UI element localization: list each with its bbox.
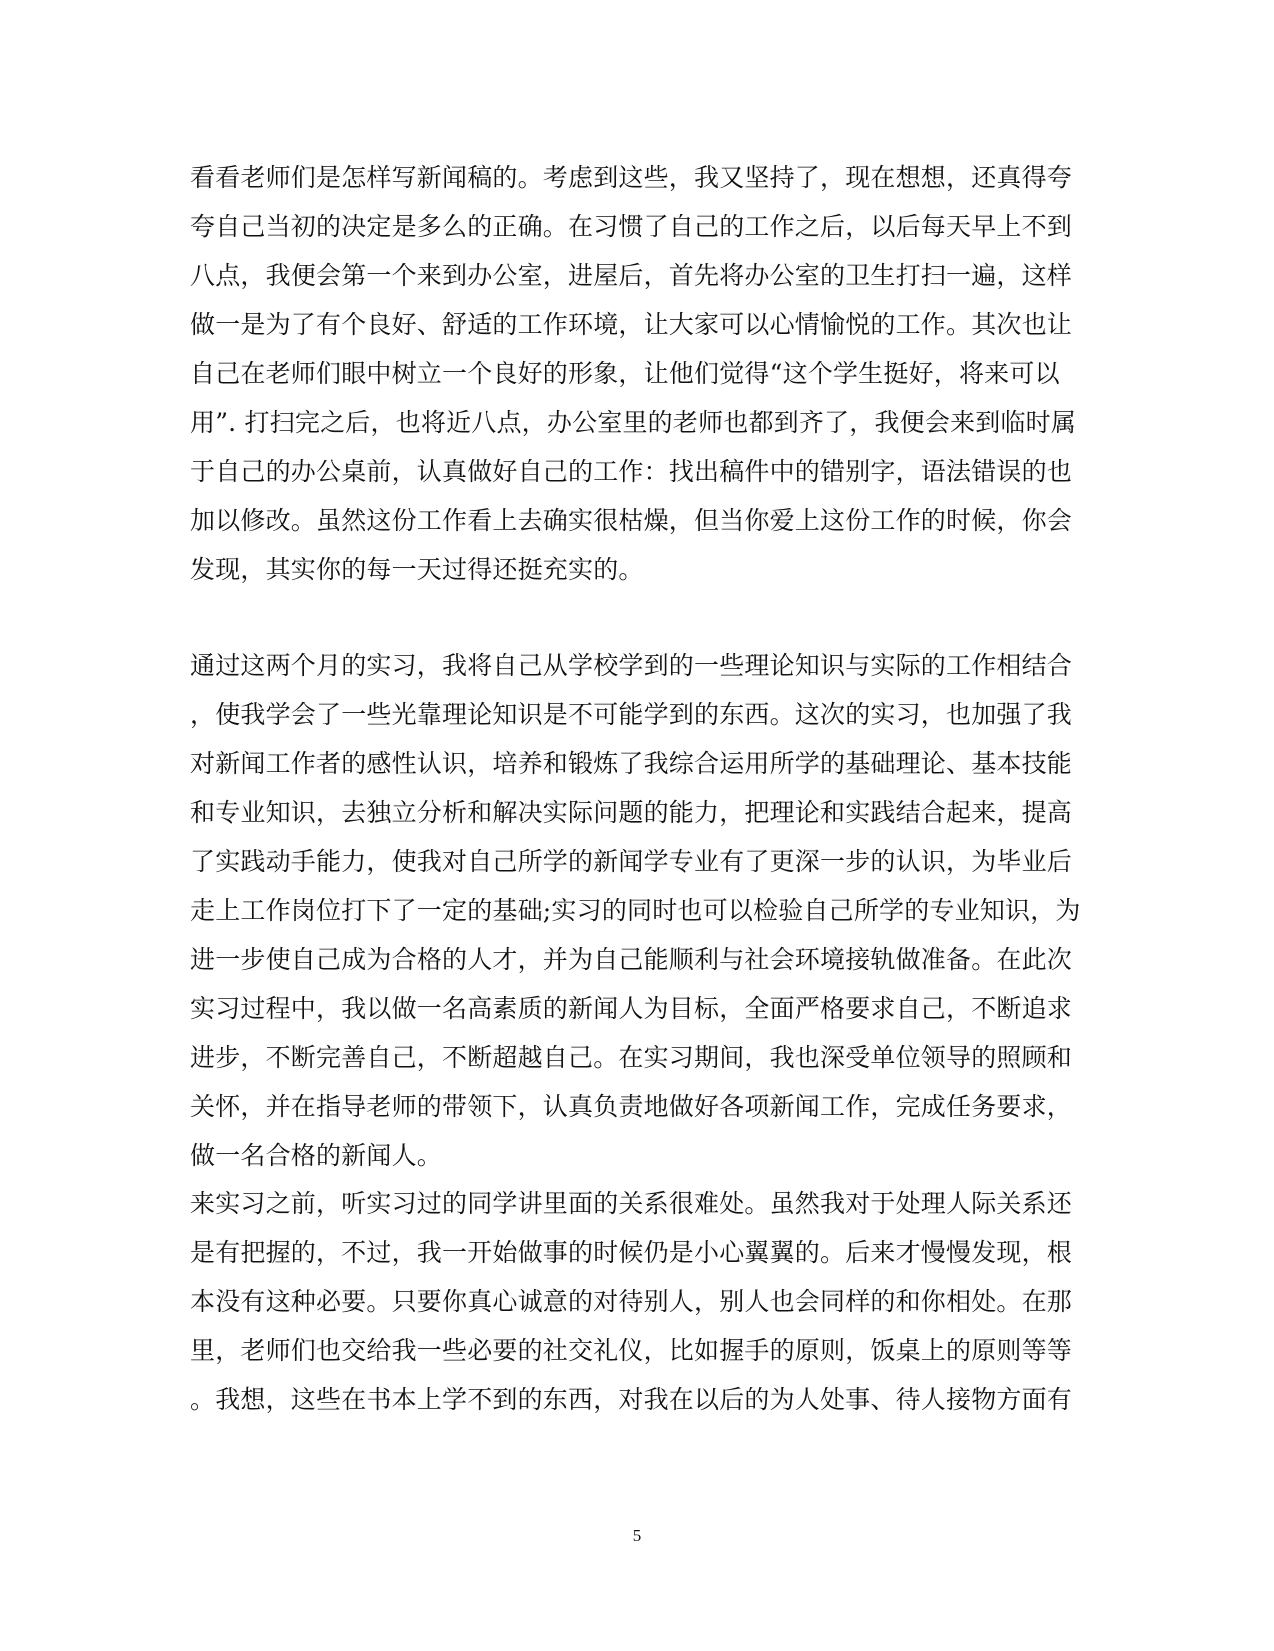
text-line: 走上工作岗位打下了一定的基础;实习的同时也可以检验自己所学的专业知识，为 [190, 896, 1081, 925]
paragraph-1 [190, 153, 1110, 594]
text-line: ，使我学会了一些光靠理论知识是不可能学到的东西。这次的实习，也加强了我 [190, 700, 1073, 729]
text-line: 进步，不断完善自己，不断超越自己。在实习期间，我也深受单位领导的照顾和 [190, 1043, 1073, 1072]
text-line: 通过这两个月的实习，我将自己从学校学到的一些理论知识与实际的工作相结合 [190, 651, 1073, 680]
text-line: 看看老师们是怎样写新闻稿的。考虑到这些，我又坚持了，现在想想，还真得夸 [190, 163, 1073, 192]
paragraph-2 [190, 641, 1110, 1180]
text-line: 用”. 打扫完之后，也将近八点，办公室里的老师也都到齐了，我便会来到临时属 [190, 408, 1077, 437]
text-line: 夸自己当初的决定是多么的正确。在习惯了自己的工作之后，以后每天早上不到 [190, 212, 1073, 241]
text-line: 加以修改。虽然这份工作看上去确实很枯燥，但当你爱上这份工作的时候，你会 [190, 506, 1073, 535]
text-line: 自己在老师们眼中树立一个良好的形象，让他们觉得“这个学生挺好，将来可以 [190, 359, 1060, 388]
text-line: 是有把握的，不过，我一开始做事的时候仍是小心翼翼的。后来才慢慢发现，根 [190, 1238, 1073, 1267]
page-number: 5 [632, 1526, 642, 1545]
text-line: 八点，我便会第一个来到办公室，进屋后，首先将办公室的卫生打扫一遍，这样 [190, 261, 1073, 290]
text-line: 发现，其实你的每一天过得还挺充实的。 [190, 555, 644, 584]
paragraph-3 [190, 1179, 1110, 1424]
text-line: 和专业知识，去独立分析和解决实际问题的能力，把理论和实践结合起来，提高 [190, 798, 1073, 827]
text-line: 了实践动手能力，使我对自己所学的新闻学专业有了更深一步的认识，为毕业后 [190, 847, 1073, 876]
text-line: 里，老师们也交给我一些必要的社交礼仪，比如握手的原则，饭桌上的原则等等 [190, 1336, 1073, 1365]
text-line: 实习过程中，我以做一名高素质的新闻人为目标，全面严格要求自己，不断追求 [190, 994, 1073, 1023]
text-line: 来实习之前，听实习过的同学讲里面的关系很难处。虽然我对于处理人际关系还 [190, 1189, 1073, 1218]
text-line: 对新闻工作者的感性认识，培养和锻炼了我综合运用所学的基础理论、基本技能 [190, 749, 1073, 778]
text-line: 做一是为了有个良好、舒适的工作环境，让大家可以心情愉悦的工作。其次也让 [190, 310, 1073, 339]
text-line: 做一名合格的新闻人。 [190, 1141, 443, 1170]
text-line: 关怀，并在指导老师的带领下，认真负责地做好各项新闻工作，完成任务要求， [190, 1092, 1073, 1121]
text-line: 。我想，这些在书本上学不到的东西，对我在以后的为人处事、待人接物方面有 [190, 1385, 1073, 1414]
text-line: 于自己的办公桌前，认真做好自己的工作：找出稿件中的错别字，语法错误的也 [190, 457, 1073, 486]
text-line: 进一步使自己成为合格的人才，并为自己能顺利与社会环境接轨做准备。在此次 [190, 945, 1073, 974]
text-line: 本没有这种必要。只要你真心诚意的对待别人，别人也会同样的和你相处。在那 [190, 1287, 1073, 1316]
